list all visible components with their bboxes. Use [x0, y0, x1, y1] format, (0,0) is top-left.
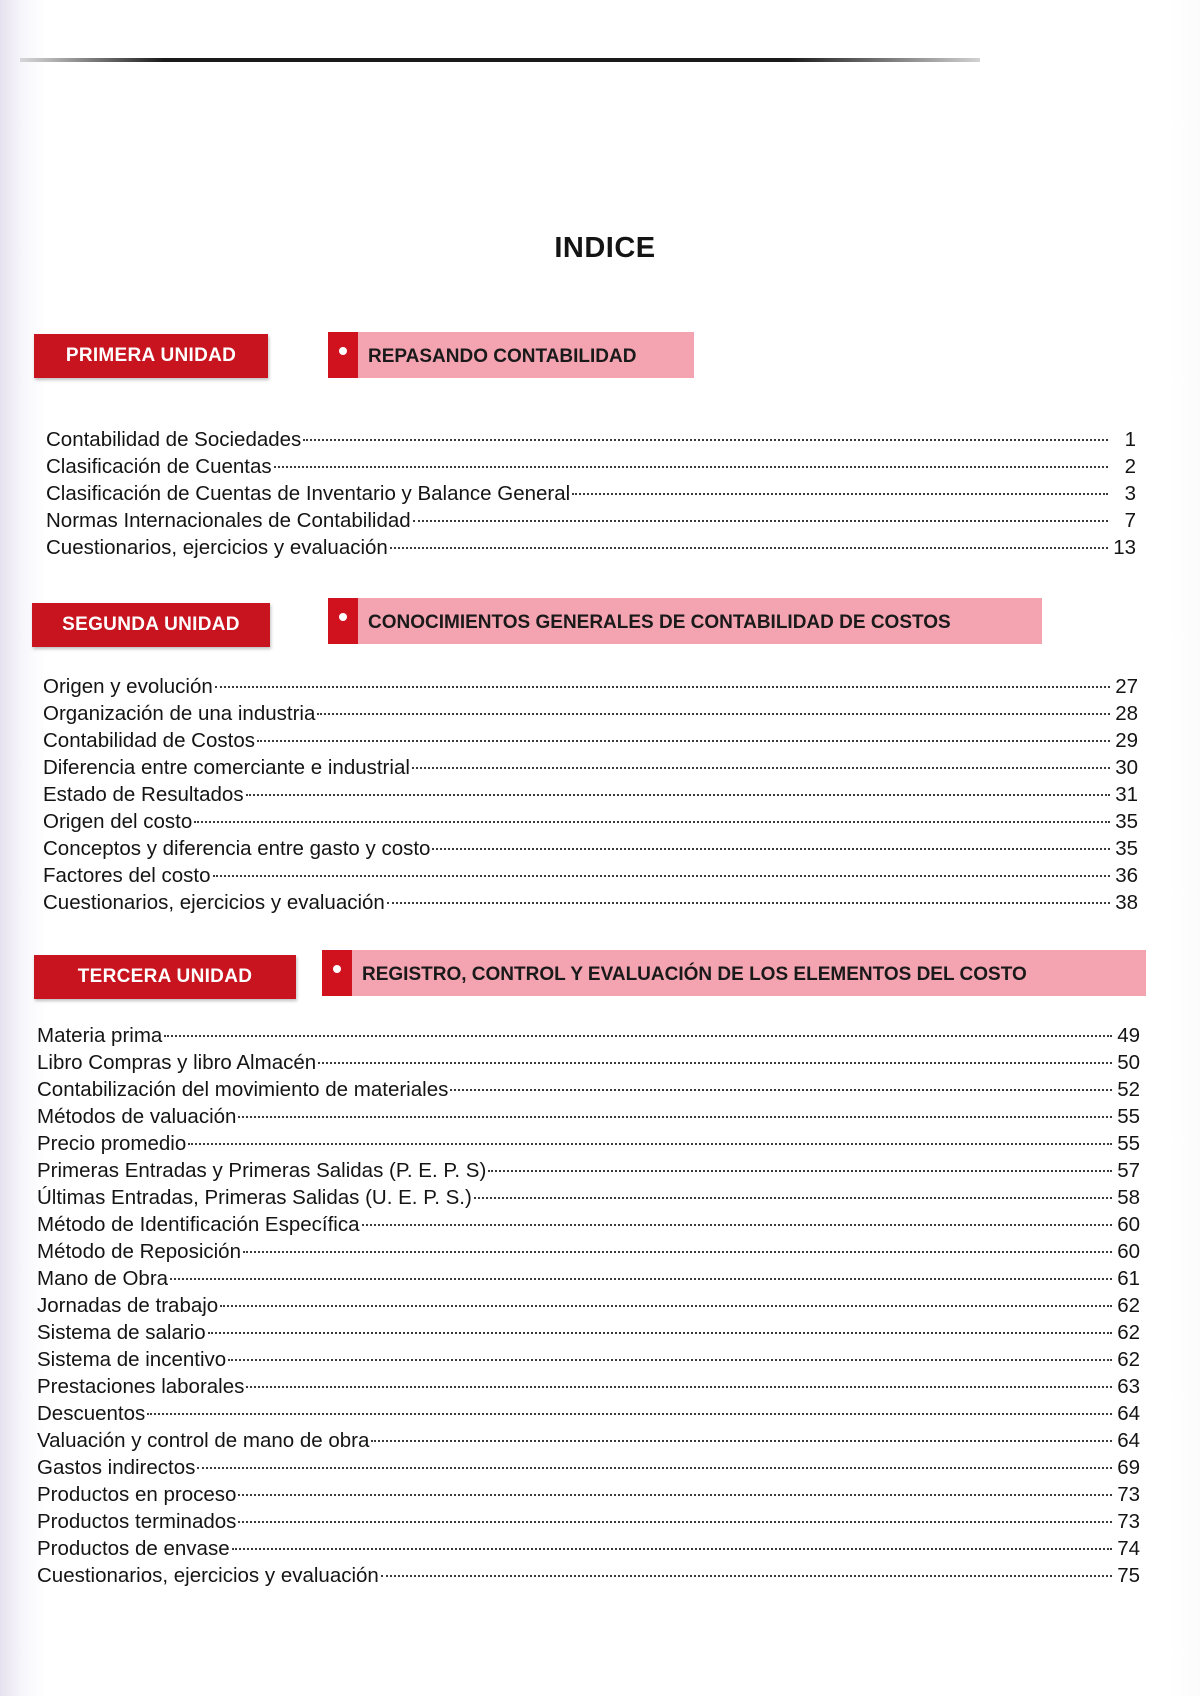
toc-entry[interactable] [37, 1105, 1140, 1132]
entry-page: 27 [1115, 675, 1138, 698]
entry-page: 55 [1117, 1132, 1140, 1155]
entry-label: Productos terminados [37, 1510, 237, 1533]
entry-label: Cuestionarios, ejercicios y evaluación [46, 536, 388, 559]
dot-leader [197, 1467, 1112, 1469]
dot-leader [238, 1494, 1112, 1496]
topic-title: REGISTRO, CONTROL Y EVALUACIÓN DE LOS ELEMENTOS DEL COSTO [362, 964, 1027, 985]
entry-page: 60 [1117, 1240, 1140, 1263]
entry-page: 35 [1115, 810, 1138, 833]
dot-leader [390, 547, 1108, 549]
toc-entry[interactable] [37, 1402, 1140, 1429]
entry-page: 57 [1117, 1159, 1140, 1182]
dot-leader [238, 1521, 1112, 1523]
entry-page: 61 [1117, 1267, 1140, 1290]
entry-page: 60 [1117, 1213, 1140, 1236]
toc-entry[interactable] [43, 756, 1138, 783]
dot-leader [147, 1413, 1112, 1415]
toc-entry[interactable] [37, 1186, 1140, 1213]
bullet-icon [333, 965, 341, 973]
toc-list [46, 428, 1136, 563]
toc-entry[interactable] [46, 536, 1136, 563]
entry-label: Sistema de incentivo [37, 1348, 227, 1371]
toc-entry[interactable] [37, 1564, 1140, 1591]
toc-entry[interactable] [46, 482, 1136, 509]
dot-leader [232, 1548, 1112, 1550]
toc-entry[interactable] [37, 1294, 1140, 1321]
entry-page: 63 [1117, 1375, 1140, 1398]
entry-page: 73 [1117, 1510, 1140, 1533]
dot-leader [213, 875, 1111, 877]
entry-page: 7 [1124, 509, 1136, 532]
entry-page: 55 [1117, 1105, 1140, 1128]
entry-page: 35 [1115, 837, 1138, 860]
entry-label: Contabilización del movimiento de materiales [37, 1078, 449, 1101]
entry-page: 58 [1117, 1186, 1140, 1209]
dot-leader [317, 713, 1110, 715]
entry-label: Contabilidad de Sociedades [46, 428, 302, 451]
toc-entry[interactable] [37, 1051, 1140, 1078]
entry-label: Origen del costo [43, 810, 193, 833]
top-rule [20, 58, 980, 62]
toc-entry[interactable] [46, 455, 1136, 482]
toc-entry[interactable] [37, 1132, 1140, 1159]
toc-entry[interactable] [46, 509, 1136, 536]
dot-leader [450, 1089, 1112, 1091]
entry-label: Organización de una industria [43, 702, 316, 725]
dot-leader [246, 1386, 1112, 1388]
entry-label: Clasificación de Cuentas de Inventario y Balance General [46, 482, 571, 505]
dot-leader [412, 767, 1110, 769]
entry-page: 75 [1117, 1564, 1140, 1587]
entry-label: Materia prima [37, 1024, 163, 1047]
dot-leader [474, 1197, 1112, 1199]
dot-leader [432, 848, 1110, 850]
toc-entry[interactable] [37, 1159, 1140, 1186]
unit-label: SEGUNDA UNIDAD [32, 603, 270, 647]
entry-label: Método de Reposición [37, 1240, 241, 1263]
dot-leader [194, 821, 1110, 823]
toc-entry[interactable] [37, 1267, 1140, 1294]
entry-page: 2 [1124, 455, 1136, 478]
dot-leader [413, 520, 1108, 522]
dot-leader [215, 686, 1110, 688]
toc-entry[interactable] [37, 1240, 1140, 1267]
topic-title: CONOCIMIENTOS GENERALES DE CONTABILIDAD DE COSTOS [368, 612, 951, 633]
entry-label: Sistema de salario [37, 1321, 206, 1344]
entry-label: Últimas Entradas, Primeras Salidas (U. E. P. S.) [37, 1186, 472, 1209]
dot-leader [164, 1035, 1112, 1037]
entry-label: Productos de envase [37, 1537, 230, 1560]
entry-page: 52 [1117, 1078, 1140, 1101]
dot-leader [228, 1359, 1112, 1361]
entry-label: Jornadas de trabajo [37, 1294, 219, 1317]
toc-entry[interactable] [43, 864, 1138, 891]
toc-entry[interactable] [43, 702, 1138, 729]
entry-page: 13 [1113, 536, 1136, 559]
entry-page: 50 [1117, 1051, 1140, 1074]
dot-leader [257, 740, 1110, 742]
toc-entry[interactable] [43, 810, 1138, 837]
dot-leader [243, 1251, 1112, 1253]
dot-leader [274, 466, 1108, 468]
entry-label: Conceptos y diferencia entre gasto y costo [43, 837, 431, 860]
entry-label: Métodos de valuación [37, 1105, 237, 1128]
toc-entry[interactable] [43, 891, 1138, 918]
dot-leader [488, 1170, 1112, 1172]
toc-entry[interactable] [37, 1456, 1140, 1483]
dot-leader [371, 1440, 1112, 1442]
entry-label: Diferencia entre comerciante e industrial [43, 756, 410, 779]
entry-label: Contabilidad de Costos [43, 729, 255, 752]
topic-banner [322, 950, 1146, 996]
entry-label: Primeras Entradas y Primeras Salidas (P. E. P. S) [37, 1159, 487, 1182]
entry-label: Clasificación de Cuentas [46, 455, 272, 478]
toc-entry[interactable] [43, 675, 1138, 702]
entry-page: 36 [1115, 864, 1138, 887]
entry-page: 74 [1117, 1537, 1140, 1560]
dot-leader [238, 1116, 1112, 1118]
entry-label: Factores del costo [43, 864, 211, 887]
entry-label: Cuestionarios, ejercicios y evaluación [43, 891, 385, 914]
entry-page: 62 [1117, 1294, 1140, 1317]
entry-label: Mano de Obra [37, 1267, 169, 1290]
dot-leader [362, 1224, 1113, 1226]
dot-leader [381, 1575, 1112, 1577]
toc-entry[interactable] [37, 1483, 1140, 1510]
toc-entry[interactable] [43, 729, 1138, 756]
toc-entry[interactable] [37, 1348, 1140, 1375]
topic-banner [328, 598, 1042, 644]
entry-label: Origen y evolución [43, 675, 213, 698]
entry-page: 28 [1115, 702, 1138, 725]
entry-label: Valuación y control de mano de obra [37, 1429, 370, 1452]
dot-leader [387, 902, 1110, 904]
toc-entry[interactable] [37, 1510, 1140, 1537]
entry-page: 1 [1124, 428, 1136, 451]
dot-leader [303, 439, 1108, 441]
toc-entry[interactable] [46, 428, 1136, 455]
bullet-icon [339, 347, 347, 355]
topic-title: REPASANDO CONTABILIDAD [368, 346, 637, 367]
entry-page: 30 [1115, 756, 1138, 779]
dot-leader [246, 794, 1110, 796]
toc-entry[interactable] [43, 783, 1138, 810]
entry-page: 64 [1117, 1429, 1140, 1452]
dot-leader [208, 1332, 1112, 1334]
dot-leader [220, 1305, 1112, 1307]
toc-entry[interactable] [37, 1375, 1140, 1402]
dot-leader [170, 1278, 1112, 1280]
toc-entry[interactable] [37, 1213, 1140, 1240]
unit-label: TERCERA UNIDAD [34, 955, 296, 999]
entry-label: Precio promedio [37, 1132, 187, 1155]
entry-page: 69 [1117, 1456, 1140, 1479]
dot-leader [318, 1062, 1112, 1064]
toc-entry[interactable] [37, 1537, 1140, 1564]
entry-page: 31 [1115, 783, 1138, 806]
toc-entry[interactable] [37, 1321, 1140, 1348]
toc-entry[interactable] [43, 837, 1138, 864]
entry-label: Productos en proceso [37, 1483, 237, 1506]
entry-page: 29 [1115, 729, 1138, 752]
toc-list [37, 1024, 1140, 1591]
toc-list [43, 675, 1138, 918]
unit-label: PRIMERA UNIDAD [34, 334, 268, 378]
toc-entry[interactable] [37, 1078, 1140, 1105]
entry-page: 64 [1117, 1402, 1140, 1425]
entry-page: 62 [1117, 1321, 1140, 1344]
dot-leader [572, 493, 1108, 495]
toc-entry[interactable] [37, 1429, 1140, 1456]
toc-entry[interactable] [37, 1024, 1140, 1051]
entry-label: Estado de Resultados [43, 783, 244, 806]
topic-banner [328, 332, 694, 378]
entry-page: 3 [1124, 482, 1136, 505]
dot-leader [188, 1143, 1112, 1145]
entry-page: 62 [1117, 1348, 1140, 1371]
entry-page: 49 [1117, 1024, 1140, 1047]
bullet-icon [339, 613, 347, 621]
entry-label: Descuentos [37, 1402, 146, 1425]
entry-label: Gastos indirectos [37, 1456, 196, 1479]
entry-page: 38 [1115, 891, 1138, 914]
entry-label: Prestaciones laborales [37, 1375, 245, 1398]
entry-page: 73 [1117, 1483, 1140, 1506]
entry-label: Normas Internacionales de Contabilidad [46, 509, 411, 532]
entry-label: Método de Identificación Específica [37, 1213, 360, 1236]
entry-label: Cuestionarios, ejercicios y evaluación [37, 1564, 379, 1587]
entry-label: Libro Compras y libro Almacén [37, 1051, 317, 1074]
page-title: INDICE [554, 232, 656, 264]
